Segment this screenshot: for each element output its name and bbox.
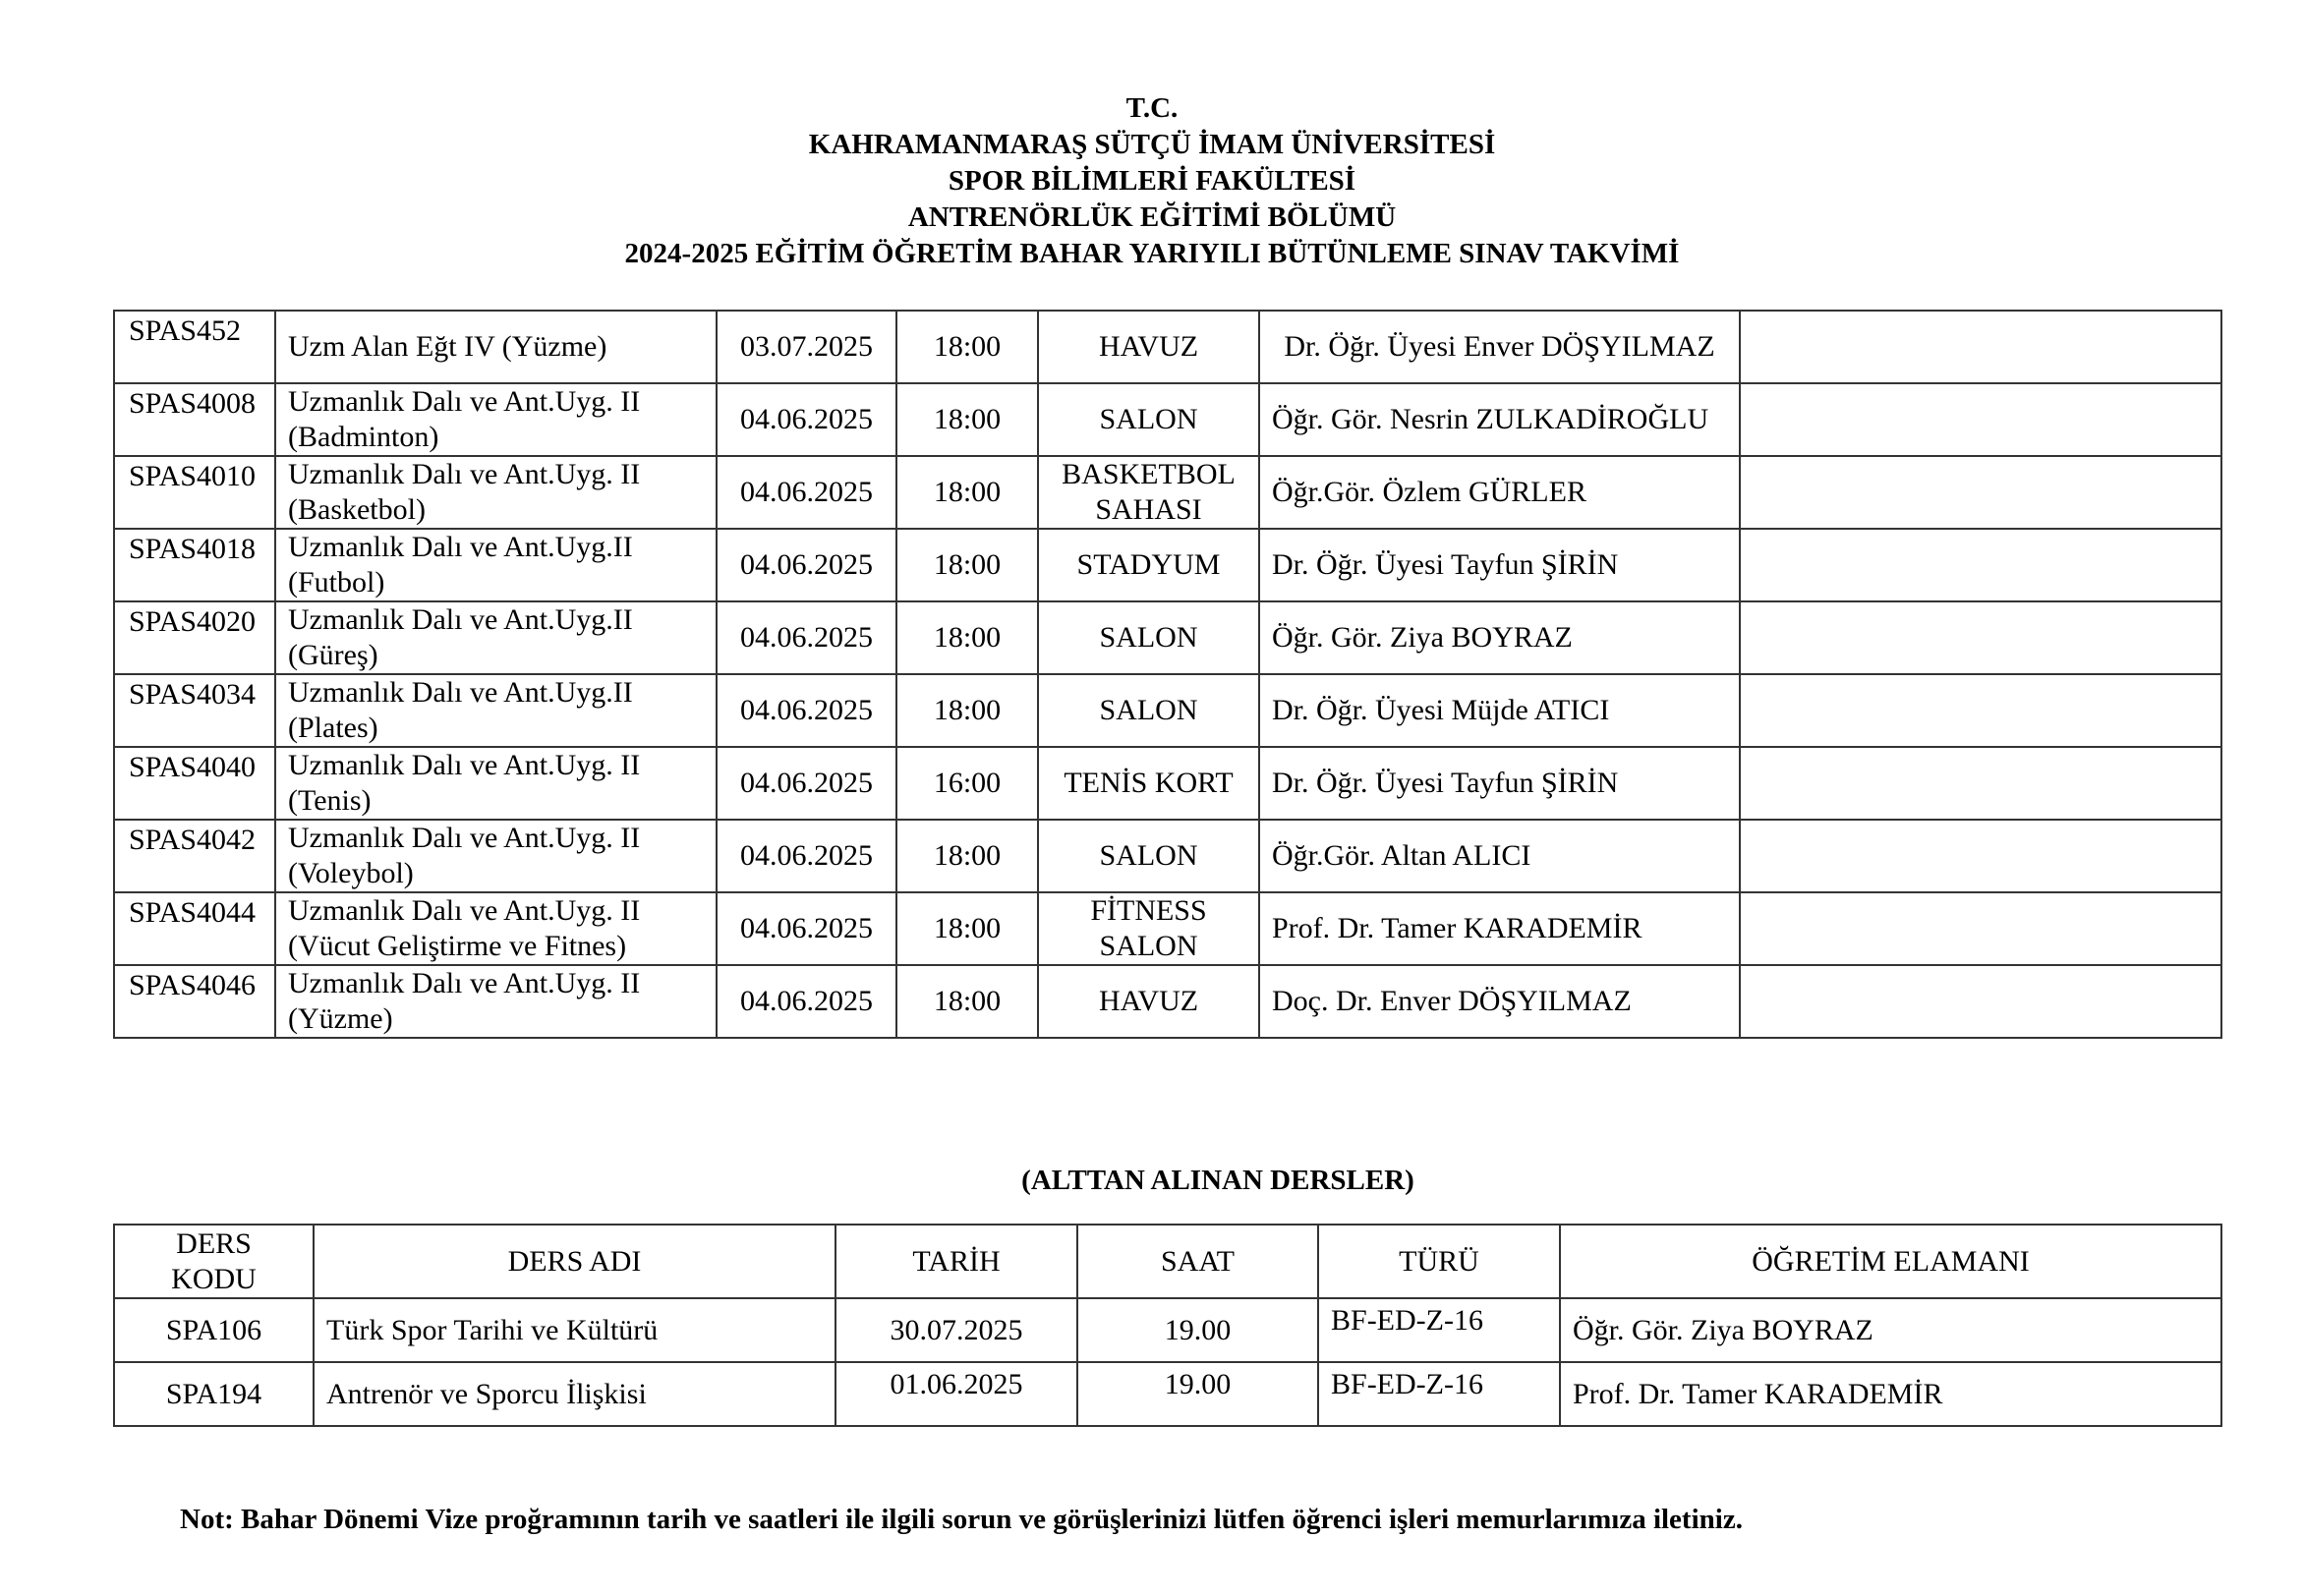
course-name: Uzmanlık Dalı ve Ant.Uyg. II (Tenis)	[275, 747, 717, 820]
exam-date: 04.06.2025	[717, 383, 896, 456]
exam-place: STADYUM	[1038, 529, 1259, 601]
notes-cell	[1740, 601, 2221, 674]
exam-place: HAVUZ	[1038, 965, 1259, 1038]
course-name: Uzm Alan Eğt IV (Yüzme)	[275, 311, 717, 383]
instructor: Öğr.Gör. Özlem GÜRLER	[1259, 456, 1740, 529]
exam-place: HAVUZ	[1038, 311, 1259, 383]
table-row	[114, 1362, 2221, 1426]
exam-time: 18:00	[896, 456, 1038, 529]
exam-date: 04.06.2025	[717, 456, 896, 529]
exam-place: TENİS KORT	[1038, 747, 1259, 820]
exam-place: SALON	[1038, 383, 1259, 456]
header-line: KAHRAMANMARAŞ SÜTÇÜ İMAM ÜNİVERSİTESİ	[808, 129, 1496, 160]
notes-cell	[1740, 311, 2221, 383]
instructor: Prof. Dr. Tamer KARADEMİR	[1560, 1362, 2221, 1426]
instructor: Dr. Öğr. Üyesi Enver DÖŞYILMAZ	[1259, 311, 1740, 383]
instructor: Dr. Öğr. Üyesi Tayfun ŞİRİN	[1259, 747, 1740, 820]
exam-date: 30.07.2025	[835, 1298, 1077, 1362]
course-name: Uzmanlık Dalı ve Ant.Uyg.II (Plates)	[275, 674, 717, 747]
course-code: SPAS4010	[114, 456, 275, 529]
course-code: SPA194	[114, 1362, 314, 1426]
course-code: SPAS4008	[114, 383, 275, 456]
header-cell: SAAT	[1077, 1225, 1318, 1298]
header-line: T.C.	[1125, 92, 1179, 124]
table-row	[114, 383, 2221, 456]
document-header	[0, 90, 2304, 272]
course-code: SPAS4018	[114, 529, 275, 601]
exam-type: BF-ED-Z-16	[1318, 1298, 1560, 1362]
course-code: SPA106	[114, 1298, 314, 1362]
section-title: (ALTTAN ALINAN DERSLER)	[1021, 1165, 1414, 1196]
table-row	[114, 820, 2221, 892]
table-row	[114, 601, 2221, 674]
exam-place: SALON	[1038, 601, 1259, 674]
exam-place: SALON	[1038, 820, 1259, 892]
notes-cell	[1740, 674, 2221, 747]
exam-date: 04.06.2025	[717, 529, 896, 601]
table-row	[114, 529, 2221, 601]
notes-cell	[1740, 892, 2221, 965]
notes-cell	[1740, 383, 2221, 456]
exam-place: FİTNESS SALON	[1038, 892, 1259, 965]
instructor: Öğr. Gör. Ziya BOYRAZ	[1259, 601, 1740, 674]
notes-cell	[1740, 747, 2221, 820]
instructor: Doç. Dr. Enver DÖŞYILMAZ	[1259, 965, 1740, 1038]
footnote: Not: Bahar Dönemi Vize proğramının tarih ve saatleri ile ilgili sorun ve görüşlerinizi lütfen öğrenci işleri memurlarımıza iletiniz.	[180, 1504, 1743, 1535]
table-row	[114, 965, 2221, 1038]
instructor: Dr. Öğr. Üyesi Müjde ATICI	[1259, 674, 1740, 747]
exam-time: 18:00	[896, 529, 1038, 601]
table-row	[114, 1298, 2221, 1362]
header-cell: TARİH	[835, 1225, 1077, 1298]
exam-place: SALON	[1038, 674, 1259, 747]
exam-date: 04.06.2025	[717, 892, 896, 965]
header-cell: TÜRÜ	[1318, 1225, 1560, 1298]
table-row	[114, 311, 2221, 383]
instructor: Prof. Dr. Tamer KARADEMİR	[1259, 892, 1740, 965]
table-row	[114, 747, 2221, 820]
course-code: SPAS4034	[114, 674, 275, 747]
table-row	[114, 674, 2221, 747]
instructor: Öğr. Gör. Nesrin ZULKADİROĞLU	[1259, 383, 1740, 456]
exam-date: 04.06.2025	[717, 747, 896, 820]
exam-time: 18:00	[896, 892, 1038, 965]
header-cell: ÖĞRETİM ELAMANI	[1560, 1225, 2221, 1298]
course-code: SPAS4046	[114, 965, 275, 1038]
exam-time: 18:00	[896, 601, 1038, 674]
instructor: Öğr. Gör. Ziya BOYRAZ	[1560, 1298, 2221, 1362]
course-code: SPAS4042	[114, 820, 275, 892]
course-name: Türk Spor Tarihi ve Kültürü	[314, 1298, 835, 1362]
header-cell: DERS ADI	[314, 1225, 835, 1298]
exam-time: 18:00	[896, 383, 1038, 456]
notes-cell	[1740, 529, 2221, 601]
course-name: Uzmanlık Dalı ve Ant.Uyg. II (Badminton)	[275, 383, 717, 456]
table-row	[114, 456, 2221, 529]
exam-date: 04.06.2025	[717, 674, 896, 747]
header-cell: DERS KODU	[114, 1225, 314, 1298]
notes-cell	[1740, 965, 2221, 1038]
exam-time: 18:00	[896, 965, 1038, 1038]
course-name: Uzmanlık Dalı ve Ant.Uyg.II (Güreş)	[275, 601, 717, 674]
exam-time: 18:00	[896, 820, 1038, 892]
table-row	[114, 892, 2221, 965]
exam-schedule-table	[113, 310, 2222, 1039]
exam-time: 18:00	[896, 674, 1038, 747]
header-line: 2024-2025 EĞİTİM ÖĞRETİM BAHAR YARIYILI BÜTÜNLEME SINAV TAKVİMİ	[624, 238, 1680, 269]
exam-time: 16:00	[896, 747, 1038, 820]
exam-date: 04.06.2025	[717, 965, 896, 1038]
instructor: Öğr.Gör. Altan ALICI	[1259, 820, 1740, 892]
header-line: ANTRENÖRLÜK EĞİTİMİ BÖLÜMÜ	[907, 201, 1397, 233]
course-name: Uzmanlık Dalı ve Ant.Uyg.II (Futbol)	[275, 529, 717, 601]
notes-cell	[1740, 820, 2221, 892]
exam-date: 03.07.2025	[717, 311, 896, 383]
exam-date: 01.06.2025	[835, 1362, 1077, 1426]
notes-cell	[1740, 456, 2221, 529]
course-name: Uzmanlık Dalı ve Ant.Uyg. II (Vücut Geliştirme ve Fitnes)	[275, 892, 717, 965]
course-name: Uzmanlık Dalı ve Ant.Uyg. II (Yüzme)	[275, 965, 717, 1038]
exam-time: 19.00	[1077, 1298, 1318, 1362]
alttan-courses-table	[113, 1224, 2222, 1427]
instructor: Dr. Öğr. Üyesi Tayfun ŞİRİN	[1259, 529, 1740, 601]
header-line: SPOR BİLİMLERİ FAKÜLTESİ	[948, 165, 1356, 197]
course-code: SPAS4040	[114, 747, 275, 820]
exam-type: BF-ED-Z-16	[1318, 1362, 1560, 1426]
course-code: SPAS4020	[114, 601, 275, 674]
exam-time: 18:00	[896, 311, 1038, 383]
exam-time: 19.00	[1077, 1362, 1318, 1426]
course-code: SPAS4044	[114, 892, 275, 965]
course-code: SPAS452	[114, 311, 275, 383]
exam-date: 04.06.2025	[717, 820, 896, 892]
exam-date: 04.06.2025	[717, 601, 896, 674]
course-name: Antrenör ve Sporcu İlişkisi	[314, 1362, 835, 1426]
table-header-row	[114, 1225, 2221, 1298]
course-name: Uzmanlık Dalı ve Ant.Uyg. II (Basketbol)	[275, 456, 717, 529]
course-name: Uzmanlık Dalı ve Ant.Uyg. II (Voleybol)	[275, 820, 717, 892]
exam-place: BASKETBOL SAHASI	[1038, 456, 1259, 529]
